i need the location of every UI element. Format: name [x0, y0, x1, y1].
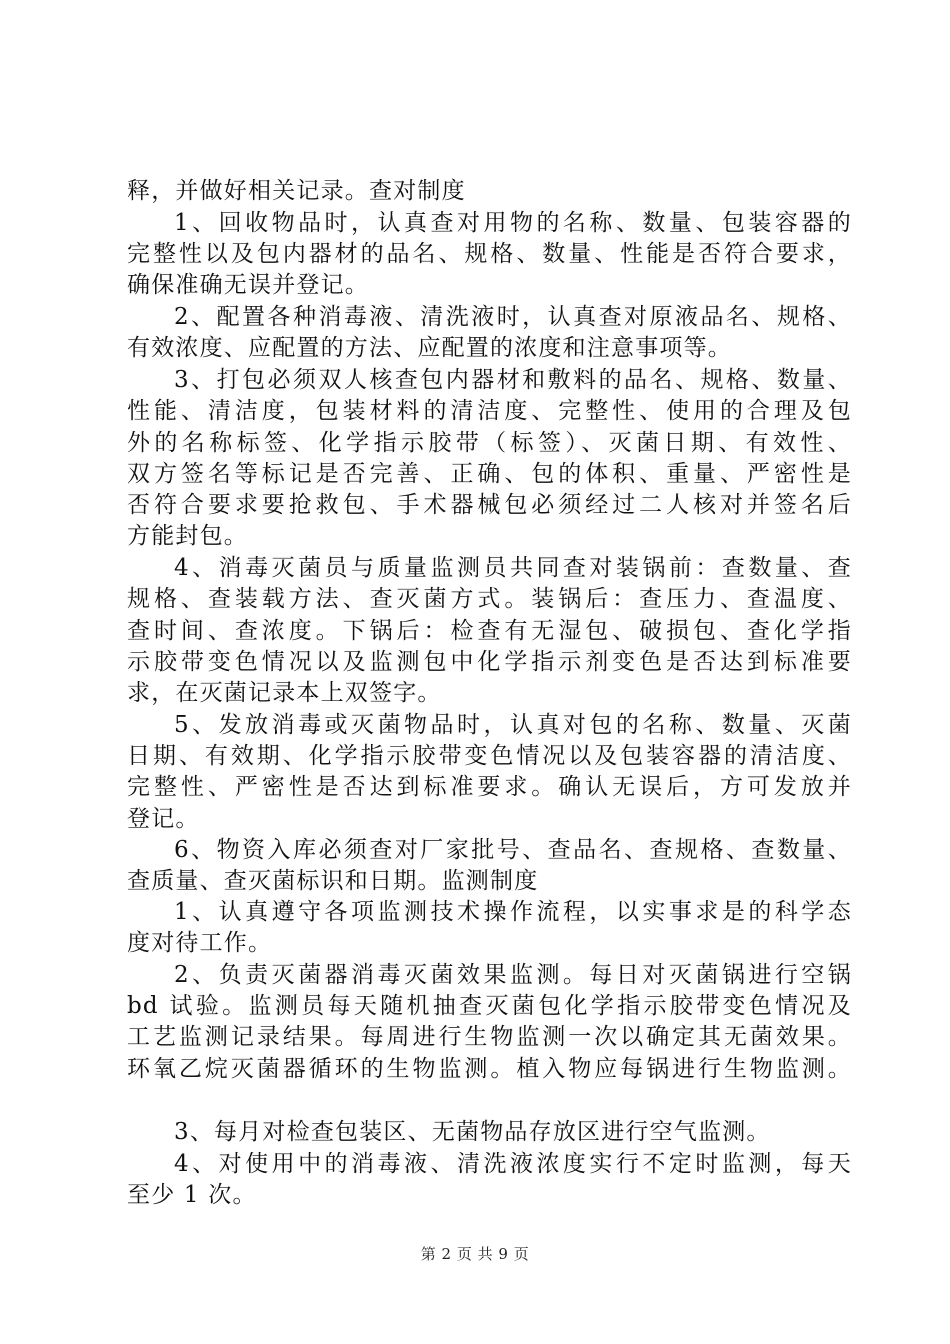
text-line: 工艺监测记录结果。每周进行生物监测一次以确定其无菌效果。	[127, 1024, 852, 1050]
text-line: 释，并做好相关记录。查对制度	[127, 178, 466, 204]
text-line: 有效浓度、应配置的方法、应配置的浓度和注意事项等。	[127, 335, 732, 361]
text-line: 完整性、严密性是否达到标准要求。确认无误后，方可发放并	[127, 774, 852, 800]
text-line: 性能、清洁度，包装材料的清洁度、完整性、使用的合理及包	[127, 398, 852, 424]
text-line: 查时间、查浓度。下锅后：检查有无湿包、破损包、查化学指	[127, 618, 852, 644]
text-line: 5、发放消毒或灭菌物品时，认真对包的名称、数量、灭菌	[174, 712, 852, 738]
text-line: 否符合要求要抢救包、手术器械包必须经过二人核对并签名后	[127, 492, 852, 518]
text-line: 确保准确无误并登记。	[127, 272, 369, 298]
text-line: 3、打包必须双人核查包内器材和敷料的品名、规格、数量、	[174, 367, 852, 393]
page-footer: 第 2 页 共 9 页	[420, 1245, 530, 1263]
text-line: 示胶带变色情况以及监测包中化学指示剂变色是否达到标准要	[127, 649, 852, 675]
text-line: 2、负责灭菌器消毒灭菌效果监测。每日对灭菌锅进行空锅	[174, 962, 852, 988]
text-line: 环氧乙烷灭菌器循环的生物监测。植入物应每锅进行生物监测。	[127, 1056, 852, 1082]
text-line: 1、回收物品时，认真查对用物的名称、数量、包装容器的	[174, 210, 852, 236]
text-line: 外的名称标签、化学指示胶带（标签）、灭菌日期、有效性、	[127, 430, 852, 456]
text-line: bd 试验。监测员每天随机抽查灭菌包化学指示胶带变色情况及	[127, 993, 852, 1019]
text-line: 完整性以及包内器材的品名、规格、数量、性能是否符合要求，	[127, 241, 852, 267]
text-line: 方能封包。	[127, 523, 248, 549]
text-line: 至少 1 次。	[127, 1182, 257, 1208]
text-line: 登记。	[127, 806, 200, 832]
text-line: 规格、查装载方法、查灭菌方式。装锅后：查压力、查温度、	[127, 586, 852, 612]
text-line: 度对待工作。	[127, 930, 273, 956]
text-line: 1、认真遵守各项监测技术操作流程，以实事求是的科学态	[174, 899, 852, 925]
text-line: 4、对使用中的消毒液、清洗液浓度实行不定时监测，每天	[174, 1151, 852, 1177]
text-line: 6、物资入库必须查对厂家批号、查品名、查规格、查数量、	[174, 837, 852, 863]
text-line: 求，在灭菌记录本上双签字。	[127, 680, 442, 706]
text-line: 2、配置各种消毒液、清洗液时，认真查对原液品名、规格、	[174, 304, 852, 330]
text-line: 日期、有效期、化学指示胶带变色情况以及包装容器的清洁度、	[127, 743, 852, 769]
text-line: 4、消毒灭菌员与质量监测员共同查对装锅前：查数量、查	[174, 555, 852, 581]
text-line: 双方签名等标记是否完善、正确、包的体积、重量、严密性是	[127, 461, 852, 487]
text-line: 查质量、查灭菌标识和日期。监测制度	[127, 868, 539, 894]
text-line: 3、每月对检查包装区、无菌物品存放区进行空气监测。	[174, 1119, 771, 1145]
